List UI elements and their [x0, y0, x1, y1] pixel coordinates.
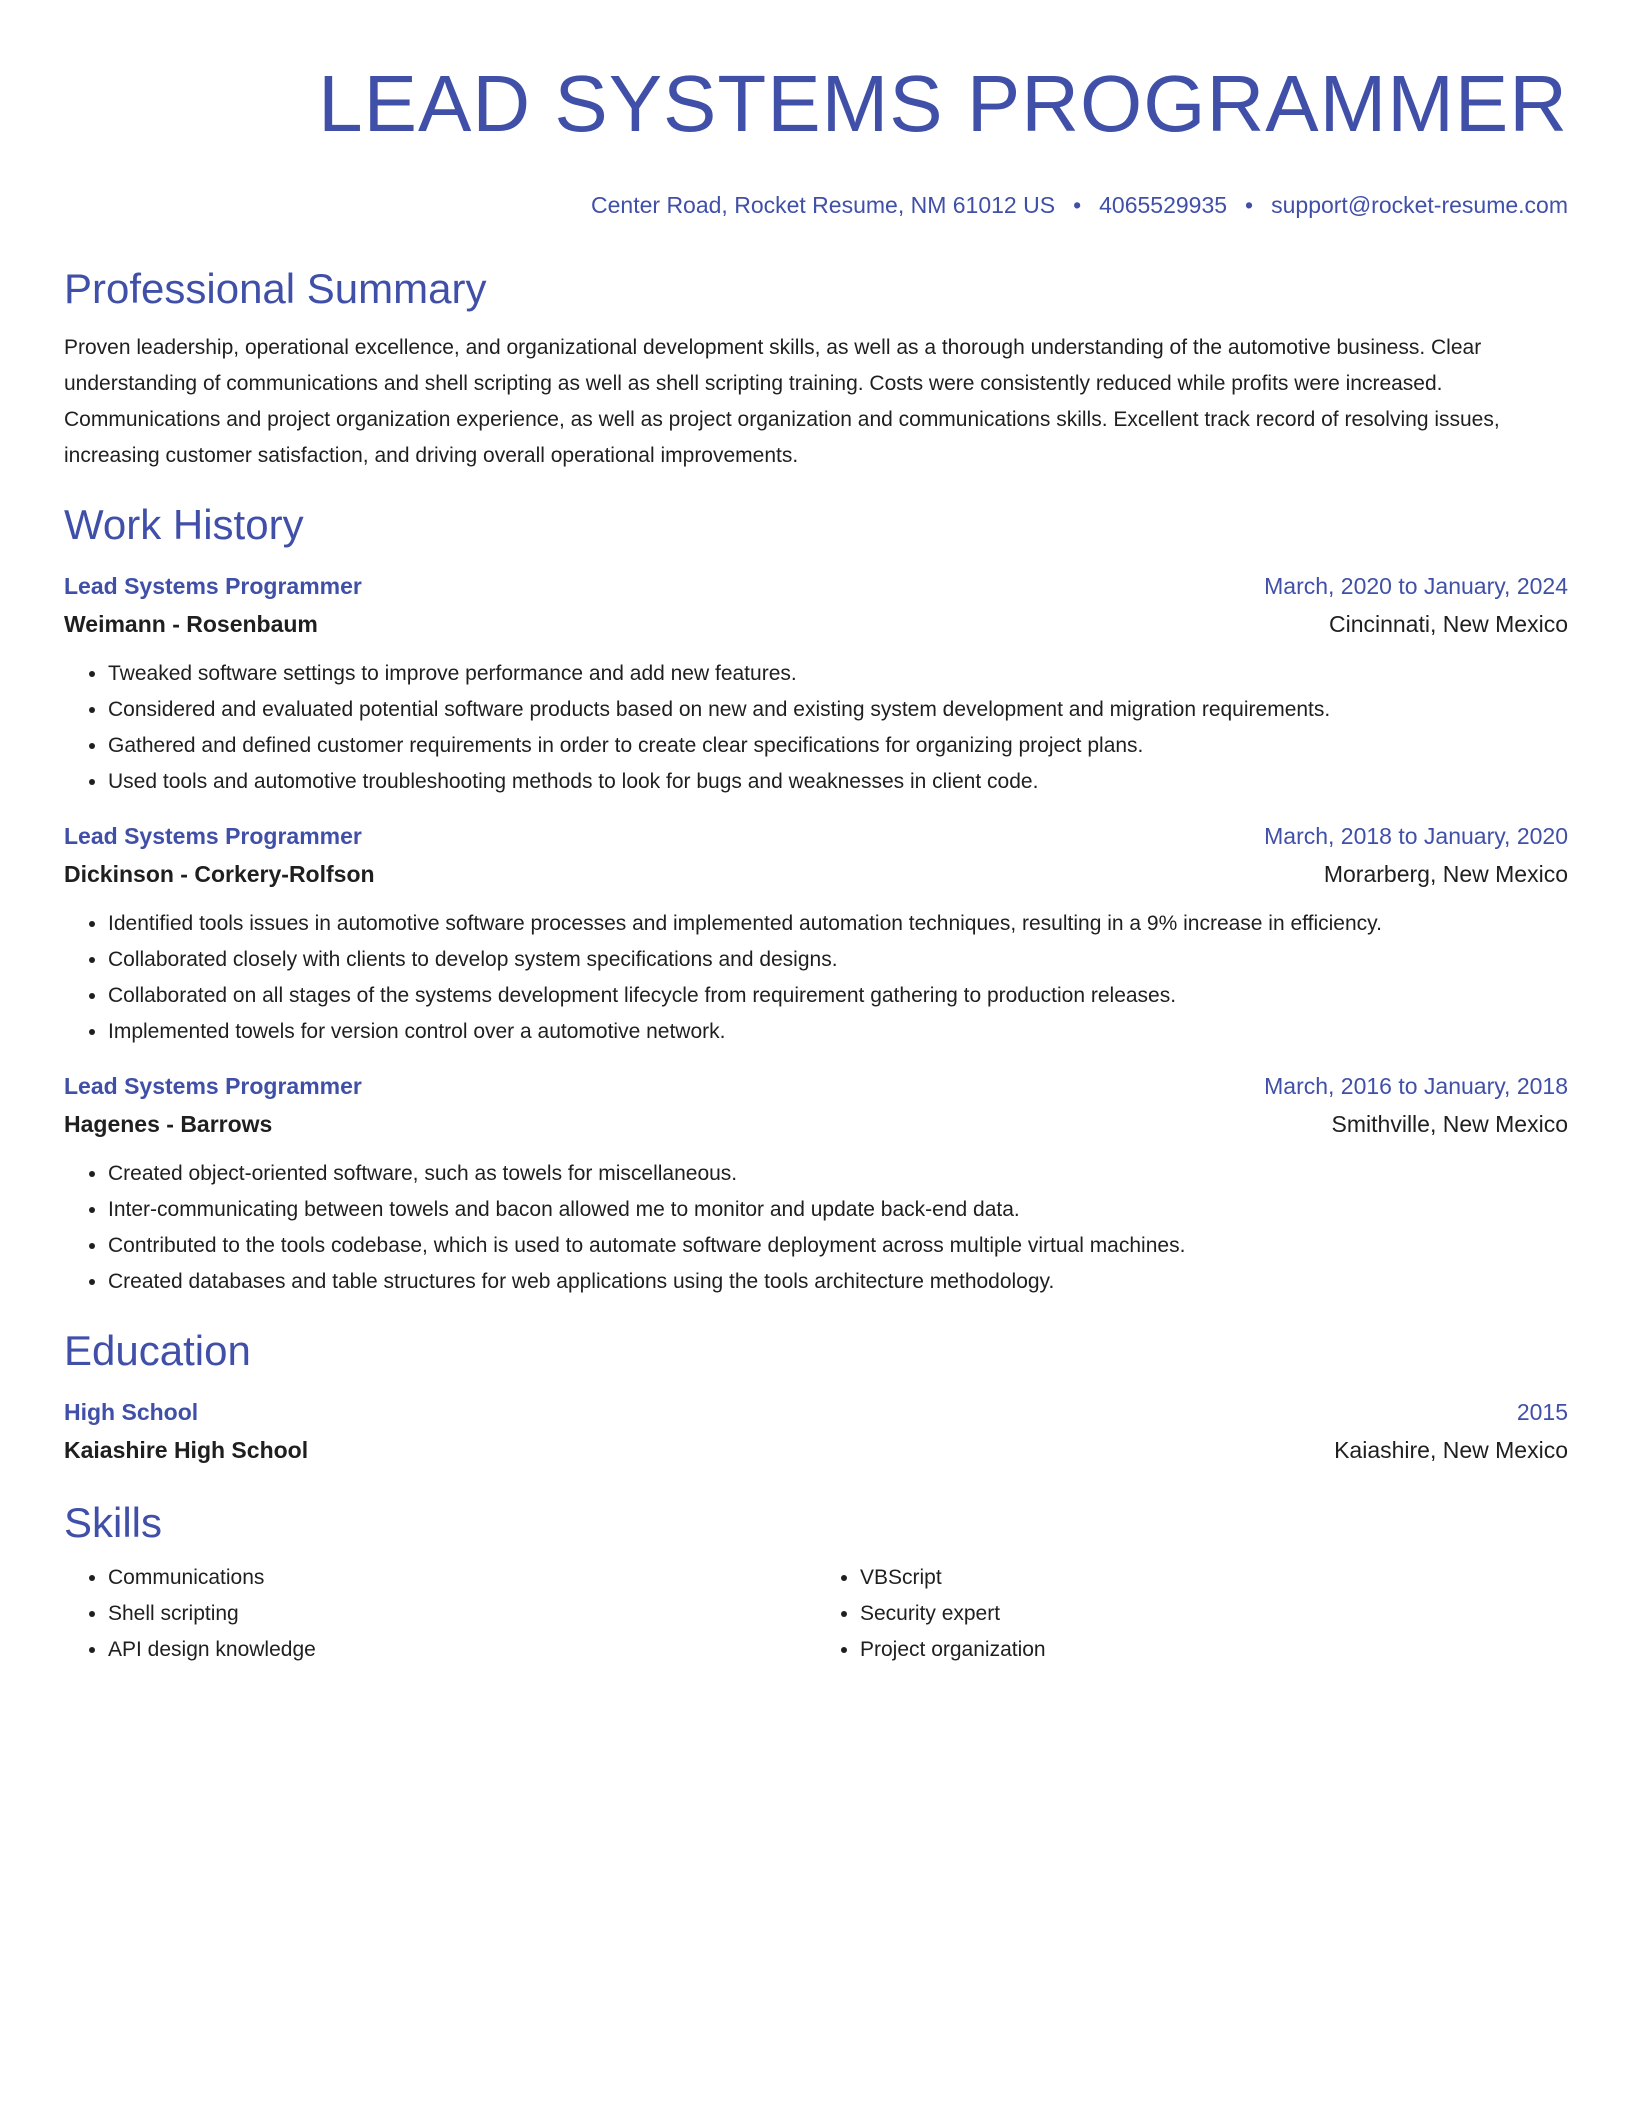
- summary-text: Proven leadership, operational excellence, and organizational development skills, as well as a thorough understanding of the automotive business. Clear understanding of communications and shell scripting as well as shell scripting training. Costs were consistently reduced while profits were increased. Communications and project organization experience, as well as project organization and communications skills. Excellent track record of resolving issues, increasing customer satisfaction, and driving overall operational improvements.: [64, 336, 1500, 467]
- contact-phone: 4065529935: [1099, 192, 1228, 218]
- skill-item: • Communications: [108, 1560, 816, 1596]
- job-entry: [64, 818, 1568, 1050]
- job-role: Lead Systems Programmer: [64, 1073, 362, 1099]
- job-bullet: • Inter-communicating between towels and bacon allowed me to monitor and update back-end data.: [108, 1192, 1568, 1228]
- section-title-skills: Skills: [64, 1499, 163, 1546]
- education-location: Kaiashire, New Mexico: [1334, 1437, 1568, 1463]
- job-company: Dickinson - Corkery-Rolfson: [64, 861, 375, 887]
- job-entry: [64, 1068, 1568, 1300]
- job-location: Morarberg, New Mexico: [1323, 861, 1568, 887]
- job-company-row: [64, 854, 1568, 894]
- skill-item: • Project organization: [860, 1632, 1568, 1668]
- job-dates: March, 2016 to January, 2018: [1264, 1073, 1568, 1099]
- job-bullets: [64, 1156, 1568, 1300]
- education-entry: [64, 1394, 1568, 1470]
- job-company: Weimann - Rosenbaum: [64, 611, 318, 637]
- skills-list: [64, 1560, 1568, 1668]
- job-bullet: • Contributed to the tools codebase, which is used to automate software deployment across multiple virtual machines.: [108, 1228, 1568, 1264]
- job-company-row: [64, 604, 1568, 644]
- job-bullet: • Tweaked software settings to improve performance and add new features.: [108, 656, 1568, 692]
- job-bullet: • Collaborated closely with clients to develop system specifications and designs.: [108, 942, 1568, 978]
- section-title-work-history: Work History: [64, 501, 304, 548]
- job-bullet: • Identified tools issues in automotive software processes and implemented automation techniques, resulting in a 9% increase in efficiency.: [108, 906, 1568, 942]
- job-dates: March, 2018 to January, 2020: [1264, 823, 1568, 849]
- contact-separator: •: [1073, 192, 1082, 218]
- job-role: Lead Systems Programmer: [64, 573, 362, 599]
- job-bullet: • Considered and evaluated potential software products based on new and existing system development and migration requirements.: [108, 692, 1568, 728]
- section-title-summary: Professional Summary: [64, 265, 487, 312]
- job-entry: [64, 568, 1568, 800]
- education-degree: High School: [64, 1399, 199, 1425]
- contact-separator: •: [1245, 192, 1254, 218]
- job-company-row: [64, 1104, 1568, 1144]
- skill-item: • Shell scripting: [108, 1596, 816, 1632]
- job-header-row: [64, 1068, 1568, 1104]
- job-location: Cincinnati, New Mexico: [1328, 611, 1568, 637]
- job-bullet: • Collaborated on all stages of the systems development lifecycle from requirement gathering to production releases.: [108, 978, 1568, 1014]
- job-bullets: [64, 906, 1568, 1050]
- contact-line: [64, 190, 1568, 220]
- resume-header: [64, 56, 1568, 220]
- contact-email: support@rocket-resume.com: [1271, 192, 1568, 218]
- education-school: Kaiashire High School: [64, 1437, 309, 1463]
- job-bullet: • Created object-oriented software, such as towels for miscellaneous.: [108, 1156, 1568, 1192]
- skills-column-right: [816, 1560, 1568, 1668]
- education-school-row: [64, 1430, 1568, 1470]
- job-header-row: [64, 818, 1568, 854]
- section-title-education: Education: [64, 1327, 251, 1374]
- job-header-row: [64, 568, 1568, 604]
- job-dates: March, 2020 to January, 2024: [1264, 573, 1568, 599]
- skill-item: • Security expert: [860, 1596, 1568, 1632]
- skills-column-left: [64, 1560, 816, 1668]
- skill-item: • VBScript: [860, 1560, 1568, 1596]
- job-location: Smithville, New Mexico: [1331, 1111, 1568, 1137]
- skill-item: • API design knowledge: [108, 1632, 816, 1668]
- education-header-row: [64, 1394, 1568, 1430]
- job-role: Lead Systems Programmer: [64, 823, 362, 849]
- job-bullet: • Used tools and automotive troubleshooting methods to look for bugs and weaknesses in client code.: [108, 764, 1568, 800]
- contact-address: Center Road, Rocket Resume, NM 61012 US: [591, 192, 1056, 218]
- job-bullet: • Created databases and table structures for web applications using the tools architecture methodology.: [108, 1264, 1568, 1300]
- job-company: Hagenes - Barrows: [64, 1111, 273, 1137]
- job-bullet: • Implemented towels for version control over a automotive network.: [108, 1014, 1568, 1050]
- job-bullets: [64, 656, 1568, 800]
- education-year: 2015: [1516, 1399, 1568, 1425]
- job-bullet: • Gathered and defined customer requirements in order to create clear specifications for organizing project plans.: [108, 728, 1568, 764]
- candidate-title: LEAD SYSTEMS PROGRAMMER: [318, 59, 1568, 148]
